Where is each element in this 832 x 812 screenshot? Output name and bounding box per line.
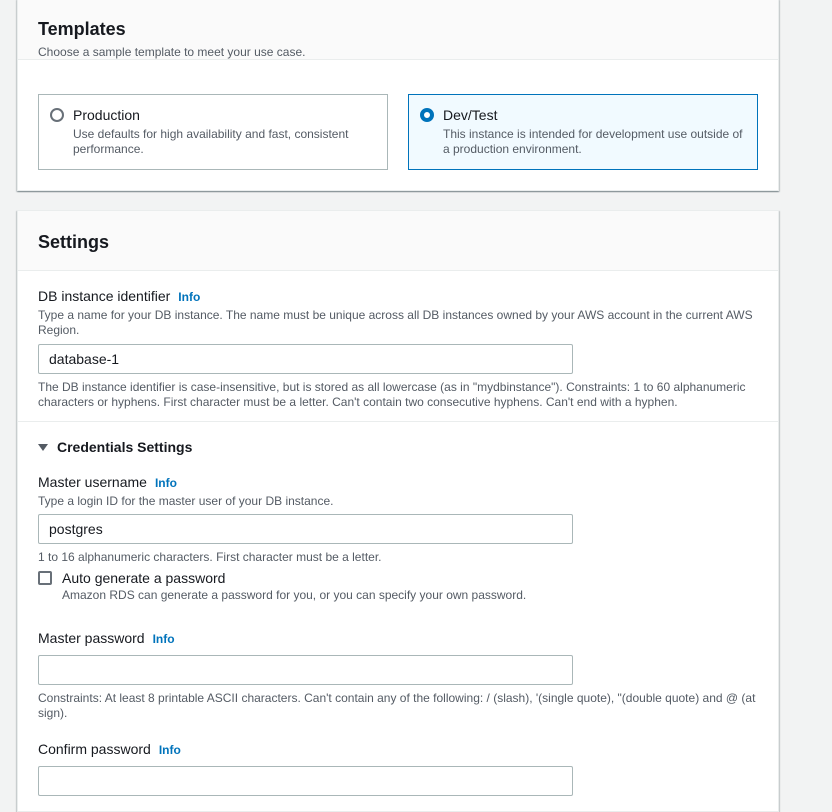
confirm-password-info-link[interactable]: Info xyxy=(158,743,181,757)
master-password-input[interactable] xyxy=(38,655,573,685)
credentials-settings-expander[interactable] xyxy=(38,439,192,456)
master-username-label-text: Master username xyxy=(38,474,147,490)
master-username-description: Type a login ID for the master user of your DB instance. xyxy=(38,494,334,508)
db-identifier-description: Type a name for your DB instance. The name must be unique across all DB instances owned by your AWS account in the current AWS Region. xyxy=(38,308,753,337)
master-username-info-link[interactable]: Info xyxy=(154,476,177,490)
templates-title: Templates xyxy=(38,19,126,39)
db-identifier-hint: The DB instance identifier is case-insensitive, but is stored as all lowercase (as in "mydbinstance"). Constraints: 1 to 60 alphanumeric characters or hyphens. First character must be a letter. Can't contain two consecutive hyphens. Can't end with a hyphen. xyxy=(38,380,746,409)
auto-generate-label[interactable]: Auto generate a password xyxy=(62,570,226,586)
master-username-field xyxy=(38,474,758,565)
master-password-hint: Constraints: At least 8 printable ASCII characters. Can't contain any of the following: / (slash), '(single quote), "(double quote) and @ (at sign). xyxy=(38,691,756,720)
template-tile-production[interactable] xyxy=(38,94,388,170)
master-password-label-text: Master password xyxy=(38,630,145,646)
template-devtest-label: Dev/Test xyxy=(443,107,498,123)
template-production-description: Use defaults for high availability and fast, consistent performance. xyxy=(73,127,349,156)
db-identifier-info-link[interactable]: Info xyxy=(178,290,201,304)
templates-header xyxy=(18,0,778,60)
template-tile-devtest[interactable] xyxy=(408,94,758,170)
template-devtest-description: This instance is intended for development use outside of a production environment. xyxy=(443,127,743,156)
auto-generate-checkbox[interactable] xyxy=(38,571,52,585)
template-production-label: Production xyxy=(73,107,140,123)
master-username-input[interactable] xyxy=(38,514,573,544)
master-password-info-link[interactable]: Info xyxy=(152,632,175,646)
radio-devtest[interactable] xyxy=(420,108,434,122)
confirm-password-label xyxy=(38,741,758,759)
radio-production[interactable] xyxy=(50,108,64,122)
template-tiles xyxy=(38,94,758,170)
settings-panel xyxy=(17,210,779,812)
templates-description: Choose a sample template to meet your use case. xyxy=(38,45,306,59)
db-identifier-input[interactable] xyxy=(38,344,573,374)
settings-header xyxy=(18,211,778,271)
db-identifier-label-text: DB instance identifier xyxy=(38,288,171,304)
templates-panel xyxy=(17,0,779,191)
db-identifier-field xyxy=(38,288,758,410)
caret-down-icon xyxy=(38,444,48,451)
auto-generate-field xyxy=(62,570,758,603)
auto-generate-description: Amazon RDS can generate a password for you, or you can specify your own password. xyxy=(62,588,527,602)
settings-title: Settings xyxy=(38,232,110,252)
master-password-field xyxy=(38,630,758,721)
confirm-password-label-text: Confirm password xyxy=(38,741,151,757)
confirm-password-input[interactable] xyxy=(38,766,573,796)
db-identifier-label xyxy=(38,288,758,306)
master-username-label xyxy=(38,474,758,492)
confirm-password-field xyxy=(38,741,758,796)
credentials-settings-label: Credentials Settings xyxy=(57,439,193,455)
section-divider xyxy=(18,421,778,422)
master-username-hint: 1 to 16 alphanumeric characters. First character must be a letter. xyxy=(38,550,382,564)
master-password-label xyxy=(38,630,758,648)
